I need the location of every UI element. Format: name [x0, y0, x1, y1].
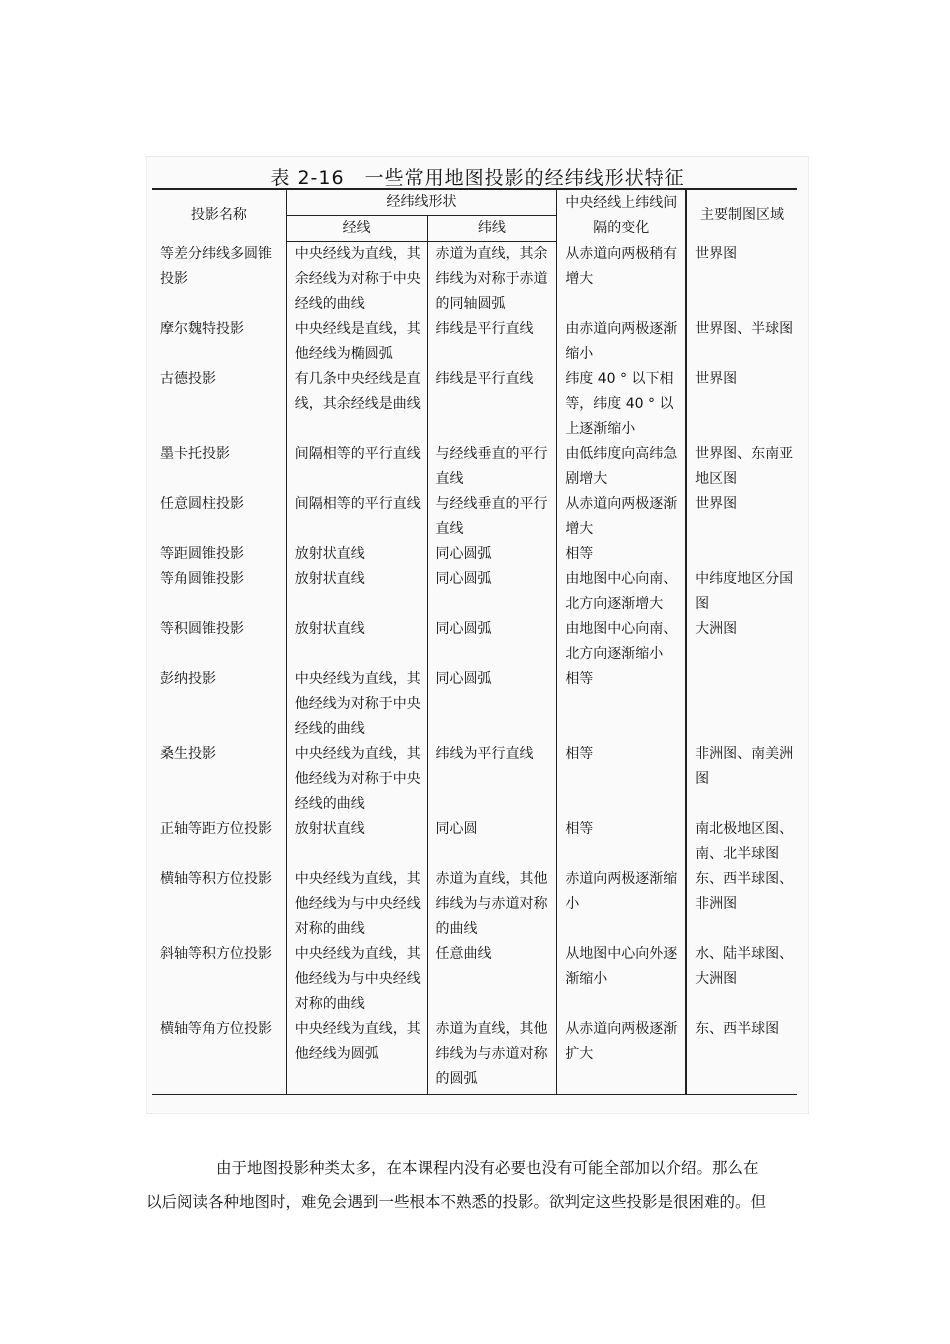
cell-area: 东、西半球图、非洲图: [686, 867, 797, 942]
cell-spacing: 相等: [557, 542, 686, 567]
cell-spacing: 相等: [557, 817, 686, 867]
cell-area: 世界图: [686, 367, 797, 442]
table-row: [152, 617, 797, 667]
table-body: [152, 242, 797, 1095]
cell-name: 横轴等积方位投影: [160, 871, 272, 887]
cell-area: 大洲图: [686, 617, 797, 667]
cell-parallel: 纬线为平行直线: [427, 742, 557, 817]
cell-parallel: 赤道为直线，其余纬线为对称于赤道的同轴圆弧: [427, 242, 557, 318]
cell-parallel: 同心圆弧: [427, 567, 557, 617]
table-row: [152, 1017, 797, 1095]
cell-meridian: 放射状直线: [286, 567, 427, 617]
header-shape: 经纬线形状: [286, 189, 557, 216]
cell-name: 古德投影: [160, 371, 216, 387]
header-area: 主要制图区域: [686, 189, 797, 242]
table-row: [152, 242, 797, 318]
cell-area: 东、西半球图: [686, 1017, 797, 1095]
cell-spacing: 由赤道向两极逐渐缩小: [557, 317, 686, 367]
cell-area: 水、陆半球图、大洲图: [686, 942, 797, 1017]
table-row: [152, 867, 797, 942]
cell-parallel: 同心圆弧: [427, 542, 557, 567]
table-row: [152, 567, 797, 617]
table-row: [152, 317, 797, 367]
cell-spacing: 由低纬度向高纬急剧增大: [557, 442, 686, 492]
cell-meridian: 中央经线为直线，其他经线为圆弧: [286, 1017, 427, 1095]
cell-name: 桑生投影: [160, 746, 216, 762]
cell-parallel: 与经线垂直的平行直线: [427, 442, 557, 492]
cell-meridian: 放射状直线: [286, 817, 427, 867]
cell-area: [686, 667, 797, 742]
cell-name: 等差分纬线多圆锥投影: [160, 245, 272, 287]
cell-parallel: 同心圆弧: [427, 617, 557, 667]
cell-name: 等角圆锥投影: [160, 571, 244, 587]
cell-spacing: 从地图中心向外逐渐缩小: [557, 942, 686, 1017]
cell-parallel: 纬线是平行直线: [427, 367, 557, 442]
cell-meridian: 放射状直线: [286, 617, 427, 667]
cell-meridian: 中央经线是直线，其他经线为椭圆弧: [286, 317, 427, 367]
cell-area: 世界图、东南亚地区图: [686, 442, 797, 492]
projection-table: [152, 188, 797, 1095]
cell-name: 正轴等距方位投影: [160, 821, 272, 837]
cell-parallel: 任意曲线: [427, 942, 557, 1017]
header-name: 投影名称: [152, 189, 286, 242]
body-paragraph-line-1: 由于地图投影种类太多，在本课程内没有必要也没有可能全部加以介绍。那么在: [216, 1159, 759, 1177]
cell-name: 等距圆锥投影: [160, 546, 244, 562]
cell-name: 等积圆锥投影: [160, 621, 244, 637]
cell-meridian: 中央经线为直线，其他经线为与中央经线对称的曲线: [286, 942, 427, 1017]
cell-meridian: 中央经线为直线，其他经线为与中央经线对称的曲线: [286, 867, 427, 942]
cell-meridian: 中央经线为直线，其余经线为对称于中央经线的曲线: [286, 242, 427, 318]
cell-spacing: 从赤道向两极稍有增大: [557, 242, 686, 318]
table-row: [152, 742, 797, 817]
cell-parallel: 同心圆弧: [427, 667, 557, 742]
cell-parallel: 同心圆: [427, 817, 557, 867]
cell-parallel: 赤道为直线，其他纬线为与赤道对称的圆弧: [427, 1017, 557, 1095]
cell-parallel: 赤道为直线，其他纬线为与赤道对称的曲线: [427, 867, 557, 942]
cell-meridian: 间隔相等的平行直线: [286, 492, 427, 542]
cell-meridian: 间隔相等的平行直线: [286, 442, 427, 492]
header-parallel: 纬线: [427, 216, 557, 242]
cell-spacing: 赤道向两极逐渐缩小: [557, 867, 686, 942]
body-paragraph-line-2: 以后阅读各种地图时，难免会遇到一些根本不熟悉的投影。欲判定这些投影是很困难的。但: [146, 1193, 767, 1211]
cell-spacing: 相等: [557, 742, 686, 817]
cell-area: [686, 542, 797, 567]
cell-meridian: 有几条中央经线是直线，其余经线是曲线: [286, 367, 427, 442]
table-row: [152, 542, 797, 567]
table-row: [152, 367, 797, 442]
table-title: 表 2-16 一些常用地图投影的经纬线形状特征: [270, 167, 685, 189]
cell-spacing: 纬度 40 ° 以下相等，纬度 40 ° 以上逐渐缩小: [557, 367, 686, 442]
cell-spacing: 从赤道向两极逐渐增大: [557, 492, 686, 542]
cell-name: 墨卡托投影: [160, 446, 230, 462]
cell-name: 斜轴等积方位投影: [160, 946, 272, 962]
cell-name: 彭纳投影: [160, 671, 216, 687]
cell-area: 南北极地区图、南、北半球图: [686, 817, 797, 867]
table-row: [152, 442, 797, 492]
cell-spacing: 相等: [557, 667, 686, 742]
cell-name: 横轴等角方位投影: [152, 1017, 286, 1095]
cell-area: 世界图: [686, 242, 797, 318]
cell-area: 中纬度地区分国图: [686, 567, 797, 617]
cell-area: 非洲图、南美洲图: [686, 742, 797, 817]
cell-area: 世界图、半球图: [686, 317, 797, 367]
table-row: [152, 817, 797, 867]
cell-meridian: 放射状直线: [286, 542, 427, 567]
cell-parallel: 纬线是平行直线: [427, 317, 557, 367]
header-meridian: 经线: [286, 216, 427, 242]
cell-spacing: 由地图中心向南、北方向逐渐增大: [557, 567, 686, 617]
table-row: [152, 492, 797, 542]
table-row: [152, 667, 797, 742]
cell-area: 世界图: [686, 492, 797, 542]
cell-spacing: 由地图中心向南、北方向逐渐缩小: [557, 617, 686, 667]
cell-meridian: 中央经线为直线，其他经线为对称于中央经线的曲线: [286, 667, 427, 742]
cell-parallel: 与经线垂直的平行直线: [427, 492, 557, 542]
cell-spacing: 从赤道向两极逐渐扩大: [557, 1017, 686, 1095]
cell-name: 任意圆柱投影: [160, 496, 244, 512]
cell-meridian: 中央经线为直线，其他经线为对称于中央经线的曲线: [286, 742, 427, 817]
table-row: [152, 942, 797, 1017]
header-spacing: 中央经线上纬线间隔的变化: [557, 189, 686, 242]
cell-name: 摩尔魏特投影: [160, 321, 244, 337]
